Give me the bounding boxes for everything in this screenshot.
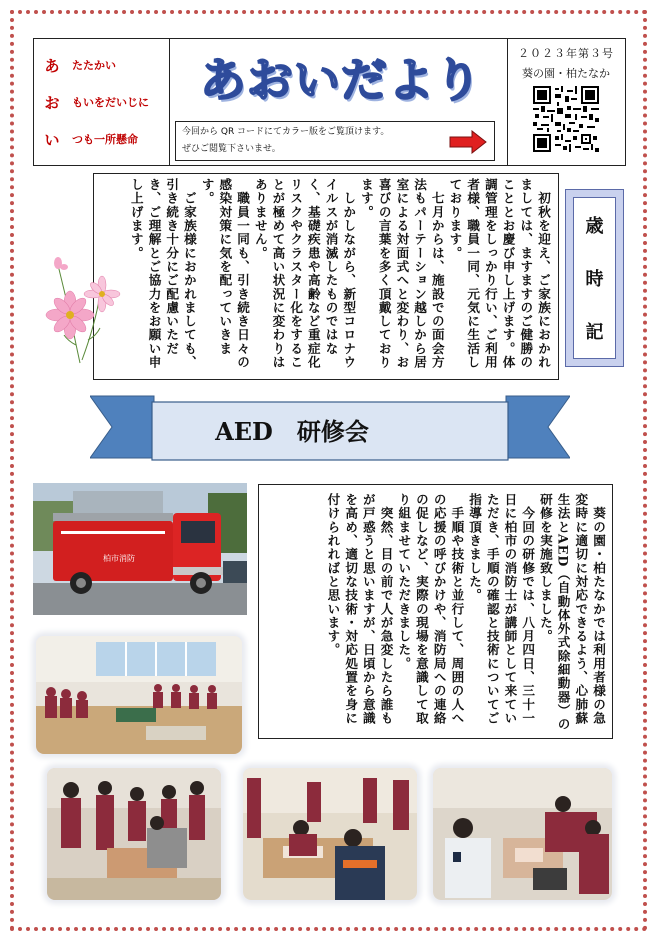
greeting-article xyxy=(93,173,559,380)
greeting-paragraph-5: ご家族様におかれましても、引き続き十分にご配慮いただき、ご理解とご協力をお願い申し上げます。 xyxy=(128,178,197,370)
aed-paragraph-2: 今回の研修では、八月四日、三十一日に柏市の消防士が講師として来ていただき、手順の確認と技術についてご指導頂きました。 xyxy=(467,493,536,726)
motto-initial: い xyxy=(44,130,60,149)
greeting-paragraph-2: 七月からは、施設での面会方法もパーテーション越しから居室による対面式へと変わり、お喜びの言葉を多く頂戴しております。 xyxy=(358,178,445,370)
cpr-training-photo-3 xyxy=(433,768,612,900)
motto-line-2 xyxy=(42,90,149,114)
motto-line-3 xyxy=(42,127,138,151)
season-notes-char: 歳 xyxy=(585,215,604,237)
newsletter-header xyxy=(33,38,626,166)
motto-box xyxy=(34,39,170,165)
motto-initial: お xyxy=(44,93,60,112)
greeting-paragraph-1: 初秋を迎え、ご家族におかれましては、ますますのご健勝のこととお慶び申し上げます。体調管理をしっかり行い、ご利用者様、職員一同、元気に生活しております。 xyxy=(447,178,551,370)
qr-code-icon[interactable] xyxy=(533,86,599,152)
motto-text: つも一所懸命 xyxy=(72,133,138,146)
motto-text: もいをだいじに xyxy=(72,96,149,109)
cosmos-flower-icon xyxy=(40,255,126,365)
fire-truck-lettering: 柏市消防 xyxy=(103,554,135,563)
qr-note-line-2: ぜひご閲覧下さいませ。 xyxy=(182,144,281,154)
season-notes-char: 記 xyxy=(585,322,604,344)
facility-name: 葵の園・柏たなか xyxy=(522,67,610,80)
aed-article-text xyxy=(263,493,607,735)
motto-line-1 xyxy=(42,53,116,77)
fire-truck-photo xyxy=(33,483,247,615)
training-room-photo xyxy=(36,636,242,754)
motto-initial: あ xyxy=(44,56,60,75)
motto-text: たたかい xyxy=(72,59,116,72)
season-notes-label xyxy=(565,189,624,367)
greeting-text xyxy=(97,178,552,378)
issue-number: ２０２３年第３号 xyxy=(518,47,614,60)
qr-note-line-1: 今回から QR コードにてカラー版をご覧頂けます。 xyxy=(182,127,390,137)
greeting-paragraph-3: しかしながら、新型コロナウイルスが消滅したものではなく、基礎疾患や高齢など重症化リスクやクラスター化をすることが極めて高い状況に変わりはありません。 xyxy=(252,178,357,370)
qr-note xyxy=(175,121,495,161)
aed-paragraph-4: 突然、目の前で人が急変したら誰もが戸惑うと思いますが、日頃から意識を高め、適切な技術・対応処置を身に付けられればと思います。 xyxy=(325,493,394,726)
issue-info xyxy=(507,39,625,165)
aed-paragraph-1: 葵の園・柏たなかでは利用者様の急変時に適切に対応できるよう、心肺蘇生法とAED（自動体外式除細動器）の研修を実施致しました。 xyxy=(537,493,606,732)
newsletter-title: あおいだより xyxy=(200,53,482,107)
season-notes-char: 時 xyxy=(585,268,604,290)
greeting-paragraph-4: 職員一同も、引き続き日々の感染対策に気を配っていきます。 xyxy=(199,178,251,370)
arrow-right-icon xyxy=(448,130,488,154)
title-box xyxy=(169,39,508,165)
aed-banner-title: AED 研修会 xyxy=(215,417,369,446)
cpr-training-photo-1 xyxy=(47,768,221,900)
aed-article xyxy=(258,484,613,739)
cpr-training-photo-2 xyxy=(243,768,417,900)
aed-paragraph-3: 手順や技術と並行して、周囲の人への応援の呼びかけや、消防局への連絡の促しなど、実際の現場を意識して取り組ませていただきました。 xyxy=(396,493,465,726)
